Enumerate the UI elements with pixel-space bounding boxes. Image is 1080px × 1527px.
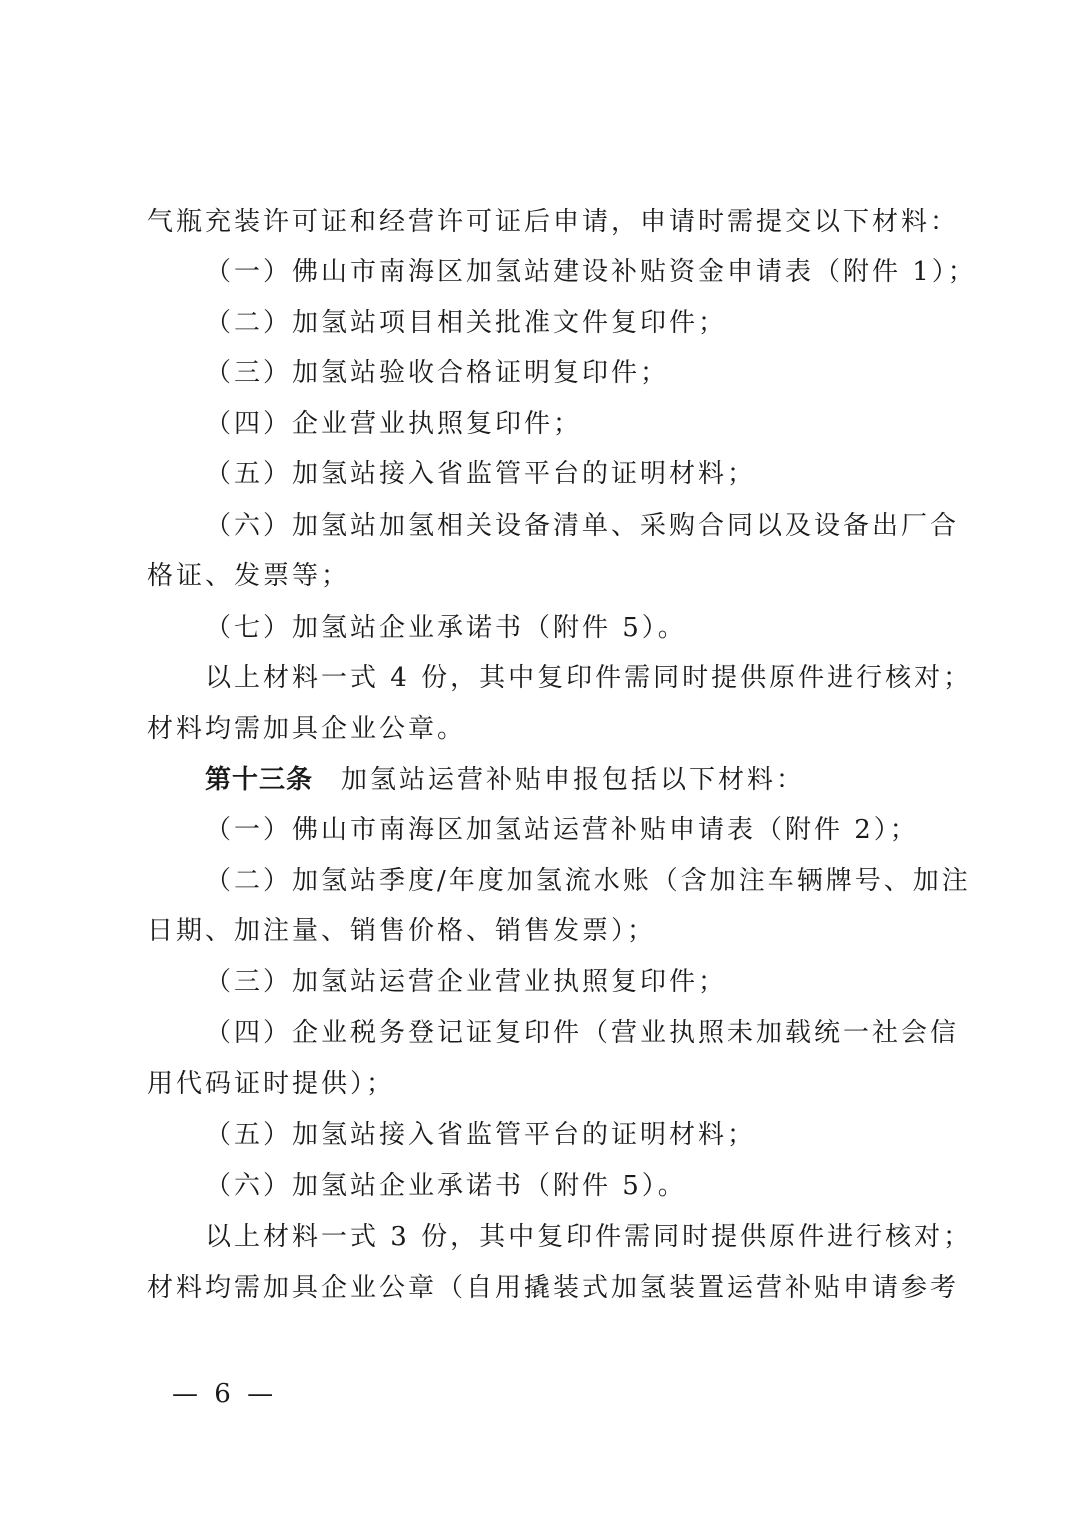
text-line: 气瓶充装许可证和经营许可证后申请，申请时需提交以下材料： [147,207,960,237]
text-line: 格证、发票等； [147,561,351,591]
text-line: 以上材料一式 4 份，其中复印件需同时提供原件进行核对； [205,663,973,693]
list-item: （三）加氢站运营企业营业执照复印件； [205,967,728,997]
article-heading: 第十三条 [205,765,314,795]
list-item: （五）加氢站接入省监管平台的证明材料； [205,1120,757,1150]
list-item: （一）佛山市南海区加氢站建设补贴资金申请表（附件 1）； [205,257,977,287]
list-item: （二）加氢站项目相关批准文件复印件； [205,308,728,338]
article-text: 加氢站运营补贴申报包括以下材料： [341,765,806,795]
text-line: 材料均需加具企业公章（自用撬装式加氢装置运营补贴申请参考 [147,1273,960,1303]
list-item: （四）企业税务登记证复印件（营业执照未加载统一社会信 [205,1018,960,1048]
list-item: （六）加氢站加氢相关设备清单、采购合同以及设备出厂合 [205,511,960,541]
text-line: 材料均需加具企业公章。 [147,714,467,744]
list-item: （四）企业营业执照复印件； [205,409,583,439]
list-item: （六）加氢站企业承诺书（附件 5）。 [205,1171,687,1201]
article-13-line [0,762,1080,798]
text-line: 用代码证时提供）； [147,1069,396,1099]
text-line: 日期、加注量、销售价格、销售发票）； [147,916,657,946]
list-item: （二）加氢站季度/年度加氢流水账（含加注车辆牌号、加注 [205,866,971,896]
text-line: 以上材料一式 3 份，其中复印件需同时提供原件进行核对； [205,1222,973,1252]
list-item: （一）佛山市南海区加氢站运营补贴申请表（附件 2）； [205,815,919,845]
list-item: （七）加氢站企业承诺书（附件 5）。 [205,613,687,643]
list-item: （三）加氢站验收合格证明复印件； [205,358,670,388]
page-number: — 6 — [172,1379,278,1409]
list-item: （五）加氢站接入省监管平台的证明材料； [205,459,757,489]
